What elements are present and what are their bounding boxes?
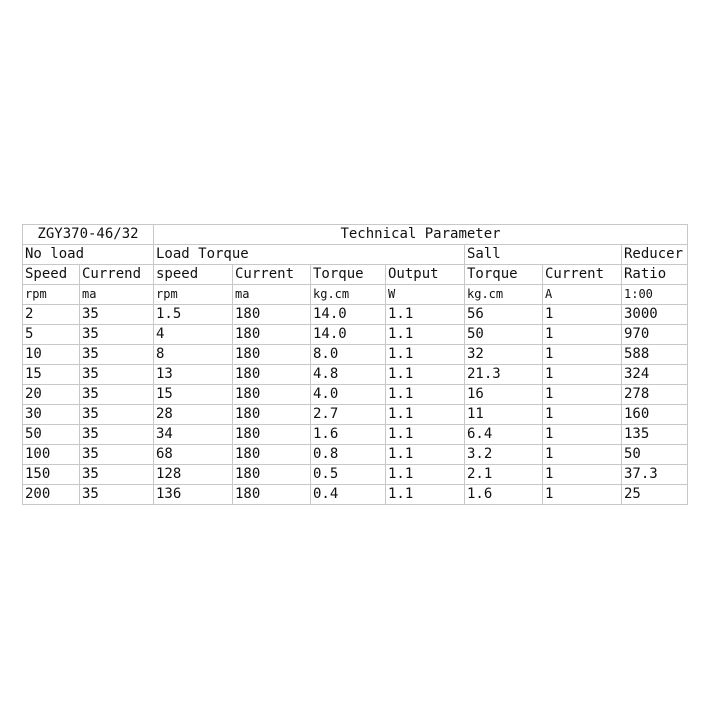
table-cell: 278 [622,385,688,405]
table-cell: 6.4 [465,425,543,445]
table-cell: 180 [233,385,311,405]
table-cell: 1.1 [386,425,465,445]
table-cell: 1.1 [386,325,465,345]
table-cell: 4 [154,325,233,345]
table-cell: 1.1 [386,405,465,425]
spec-sheet [22,224,688,505]
table-cell: 14.0 [311,325,386,345]
table-cell: 180 [233,365,311,385]
table-row [23,305,688,325]
table-cell: 160 [622,405,688,425]
table-cell: 34 [154,425,233,445]
column-header: Output [386,265,465,285]
table-cell: 324 [622,365,688,385]
table-cell: 970 [622,325,688,345]
table-cell: 0.4 [311,485,386,505]
table-cell: 32 [465,345,543,365]
table-cell: 2.1 [465,465,543,485]
table-cell: 1.1 [386,345,465,365]
table-cell: 180 [233,325,311,345]
table-cell: 35 [80,385,154,405]
table-cell: 1 [543,305,622,325]
table-cell: 35 [80,425,154,445]
table-cell: 180 [233,465,311,485]
table-cell: 35 [80,445,154,465]
table-cell: 35 [80,305,154,325]
table-cell: 3.2 [465,445,543,465]
table-cell: 0.5 [311,465,386,485]
table-cell: 50 [23,425,80,445]
table-cell: 1 [543,485,622,505]
table-cell: 1 [543,445,622,465]
table-cell: 35 [80,405,154,425]
unit-cell: W [386,285,465,305]
table-cell: 3000 [622,305,688,325]
table-cell: 1 [543,345,622,365]
table-cell: 37.3 [622,465,688,485]
table-cell: 50 [465,325,543,345]
title-row [23,225,688,245]
table-cell: 135 [622,425,688,445]
unit-cell: rpm [154,285,233,305]
unit-cell: A [543,285,622,305]
table-cell: 28 [154,405,233,425]
table-cell: 1.6 [465,485,543,505]
group-stall: Sall [465,245,622,265]
table-cell: 1 [543,465,622,485]
table-cell: 1.1 [386,305,465,325]
table-cell: 1 [543,385,622,405]
table-cell: 588 [622,345,688,365]
unit-cell: ma [233,285,311,305]
table-cell: 1.1 [386,385,465,405]
table-cell: 1 [543,325,622,345]
table-row [23,365,688,385]
table-cell: 180 [233,445,311,465]
unit-row [23,285,688,305]
table-cell: 30 [23,405,80,425]
table-cell: 8 [154,345,233,365]
column-header: Ratio [622,265,688,285]
table-cell: 1.1 [386,485,465,505]
table-cell: 1 [543,365,622,385]
technical-parameter-table [22,224,688,505]
table-row [23,485,688,505]
column-header: Speed [23,265,80,285]
column-header-row [23,265,688,285]
table-cell: 35 [80,465,154,485]
table-cell: 1.1 [386,445,465,465]
table-row [23,425,688,445]
unit-cell: kg.cm [465,285,543,305]
table-cell: 5 [23,325,80,345]
table-cell: 1 [543,425,622,445]
column-header: Currend [80,265,154,285]
table-cell: 180 [233,305,311,325]
table-cell: 200 [23,485,80,505]
table-cell: 16 [465,385,543,405]
table-cell: 25 [622,485,688,505]
table-cell: 0.8 [311,445,386,465]
table-cell: 8.0 [311,345,386,365]
table-cell: 68 [154,445,233,465]
table-cell: 100 [23,445,80,465]
table-cell: 21.3 [465,365,543,385]
table-cell: 35 [80,345,154,365]
unit-cell: 1:00 [622,285,688,305]
table-cell: 1.1 [386,465,465,485]
table-cell: 180 [233,485,311,505]
table-row [23,385,688,405]
table-cell: 10 [23,345,80,365]
table-cell: 35 [80,365,154,385]
unit-cell: rpm [23,285,80,305]
table-cell: 35 [80,485,154,505]
table-cell: 50 [622,445,688,465]
table-cell: 11 [465,405,543,425]
table-cell: 35 [80,325,154,345]
table-cell: 1 [543,405,622,425]
group-load-torque: Load Torque [154,245,465,265]
table-cell: 15 [23,365,80,385]
table-cell: 180 [233,345,311,365]
table-row [23,345,688,365]
model-name: ZGY370-46/32 [23,225,154,245]
table-row [23,445,688,465]
table-cell: 2 [23,305,80,325]
table-cell: 4.8 [311,365,386,385]
table-row [23,465,688,485]
table-cell: 180 [233,425,311,445]
table-cell: 1.1 [386,365,465,385]
table-row [23,325,688,345]
table-cell: 4.0 [311,385,386,405]
table-cell: 56 [465,305,543,325]
column-header: Current [543,265,622,285]
group-reducer: Reducer [622,245,688,265]
table-cell: 20 [23,385,80,405]
column-header: Current [233,265,311,285]
table-cell: 13 [154,365,233,385]
unit-cell: ma [80,285,154,305]
group-no-load: No load [23,245,154,265]
table-row [23,405,688,425]
column-header: speed [154,265,233,285]
column-header: Torque [465,265,543,285]
table-title: Technical Parameter [154,225,688,245]
table-cell: 1.5 [154,305,233,325]
table-cell: 180 [233,405,311,425]
group-row [23,245,688,265]
column-header: Torque [311,265,386,285]
unit-cell: kg.cm [311,285,386,305]
table-cell: 15 [154,385,233,405]
table-cell: 1.6 [311,425,386,445]
table-cell: 14.0 [311,305,386,325]
table-cell: 150 [23,465,80,485]
table-cell: 2.7 [311,405,386,425]
table-cell: 136 [154,485,233,505]
table-cell: 128 [154,465,233,485]
